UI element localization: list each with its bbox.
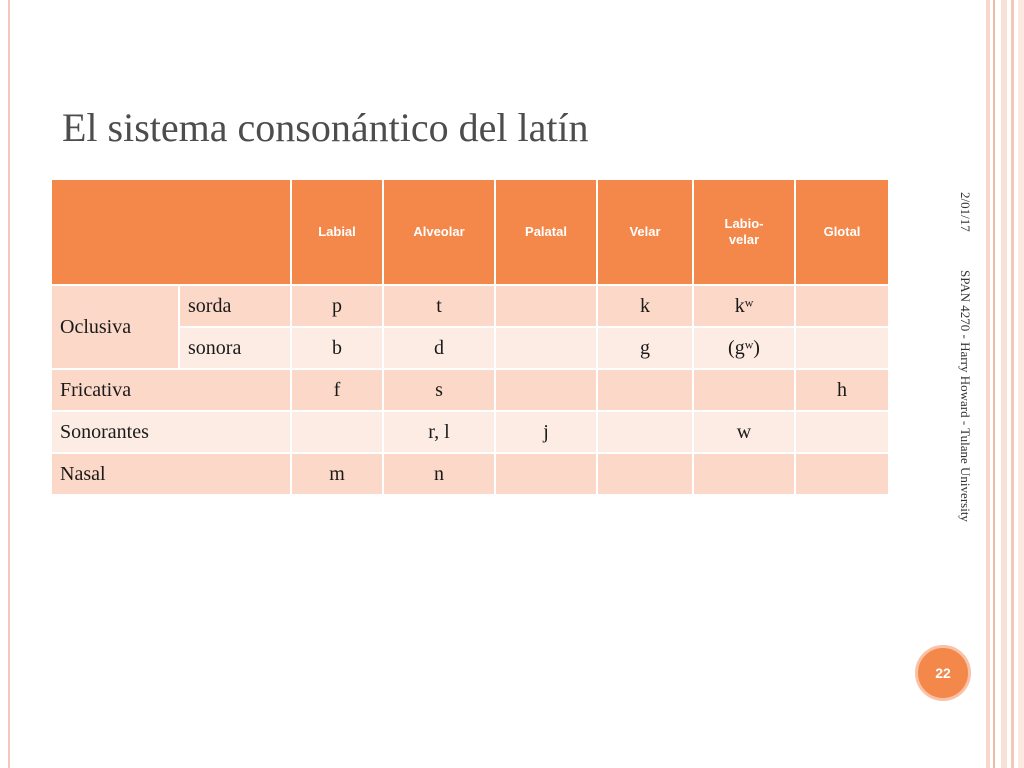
slide-title: El sistema consonántico del latín <box>62 105 589 150</box>
table-cell <box>795 327 889 369</box>
row-sublabel-sorda: sorda <box>179 285 291 327</box>
table-cell <box>597 369 693 411</box>
frame-left-line <box>8 0 10 768</box>
table-cell: w <box>693 411 795 453</box>
table-cell: t <box>383 285 495 327</box>
table-cell <box>693 453 795 495</box>
row-label-oclusiva: Oclusiva <box>51 285 179 369</box>
table-cell: g <box>597 327 693 369</box>
table-cell: h <box>795 369 889 411</box>
table-row-nasal <box>51 453 889 495</box>
table-cell: p <box>291 285 383 327</box>
table-cell <box>495 453 597 495</box>
table-header-row <box>51 179 889 285</box>
table-row-fricativa <box>51 369 889 411</box>
slide-date: 2/01/17 <box>958 192 973 232</box>
header-velar: Velar <box>597 179 693 285</box>
frame-right-stripe <box>1011 0 1014 768</box>
frame-right-stripe <box>1018 0 1024 768</box>
header-glotal: Glotal <box>795 179 889 285</box>
table-cell: r, l <box>383 411 495 453</box>
consonant-table <box>50 178 890 496</box>
table-cell <box>495 327 597 369</box>
table-row-oclusiva-sorda <box>51 285 889 327</box>
page-number: 22 <box>935 665 951 681</box>
table-cell: m <box>291 453 383 495</box>
table-cell: n <box>383 453 495 495</box>
row-label-nasal: Nasal <box>51 453 291 495</box>
table-cell: (gʷ) <box>693 327 795 369</box>
table-cell <box>597 453 693 495</box>
table-cell: kʷ <box>693 285 795 327</box>
header-alveolar: Alveolar <box>383 179 495 285</box>
table-cell <box>495 369 597 411</box>
table-cell: d <box>383 327 495 369</box>
header-labial: Labial <box>291 179 383 285</box>
table-cell: k <box>597 285 693 327</box>
header-palatal: Palatal <box>495 179 597 285</box>
row-sublabel-sonora: sonora <box>179 327 291 369</box>
table-cell <box>693 369 795 411</box>
frame-right-stripe <box>993 0 995 768</box>
frame-right-stripe <box>1001 0 1007 768</box>
table-cell <box>795 411 889 453</box>
page-number-badge <box>915 645 971 701</box>
frame-right-stripe <box>986 0 990 768</box>
table-cell <box>795 453 889 495</box>
row-label-sonorantes: Sonorantes <box>51 411 291 453</box>
slide-course-footer: SPAN 4270 - Harry Howard - Tulane University <box>958 270 973 522</box>
table-cell <box>597 411 693 453</box>
table-cell: f <box>291 369 383 411</box>
row-label-fricativa: Fricativa <box>51 369 291 411</box>
table-cell <box>795 285 889 327</box>
header-corner <box>51 179 291 285</box>
table-row-sonorantes <box>51 411 889 453</box>
table-cell <box>495 285 597 327</box>
table-cell: j <box>495 411 597 453</box>
table-cell <box>291 411 383 453</box>
table-cell: s <box>383 369 495 411</box>
header-labiovelar: Labio- velar <box>693 179 795 285</box>
table-cell: b <box>291 327 383 369</box>
